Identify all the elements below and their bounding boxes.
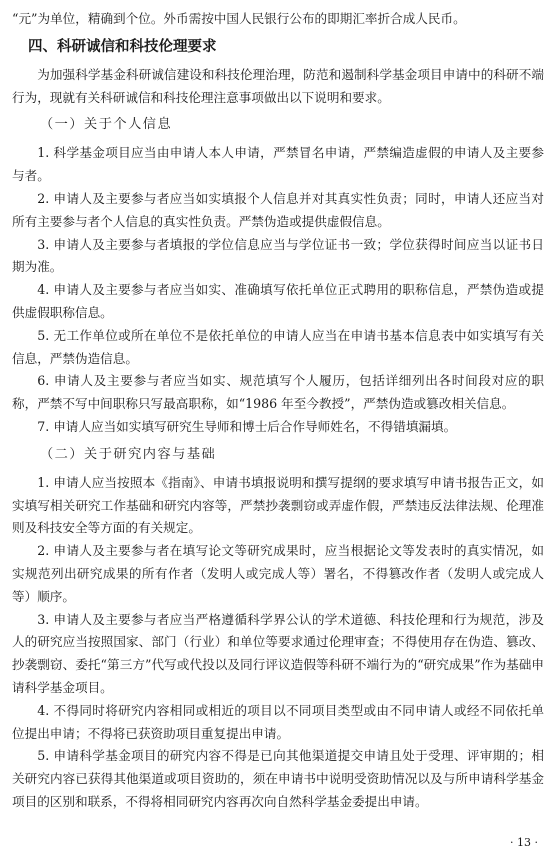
intro-continuation: “元”为单位，精确到个位。外币需按中国人民银行公布的即期汇率折合成人民币。 <box>12 11 466 26</box>
list-item: 1. 申请人应当按照本《指南》、申请书填报说明和撰写提纲的要求填写申请书报告正文，如实填写相关研究工作基础和研究内容等，严禁抄袭剽窃或弄虚作假，严禁违反法律法规、伦理准则及科技安全等方面的有关规定。 <box>12 474 544 536</box>
sub-heading-research-content: （二）关于研究内容与基础 <box>40 446 217 462</box>
list-item: 2. 申请人及主要参与者在填写论文等研究成果时，应当根据论文等发表时的真实情况，如实规范列出研究成果的所有作者（发明人或完成人等）署名，不得篡改作者（发明人或完成人等）顺序。 <box>12 543 544 604</box>
page-content <box>12 8 544 814</box>
list-item: 3. 申请人及主要参与者应当严格遵循科学界公认的学术道德、科技伦理和行为规范，涉及人的研究应当按照国家、部门（行业）和单位等要求通过伦理审查；不得使用存在伪造、篡改、抄袭剽窃、委托“第三方”代写或代投以及同行评议造假等科研不端行为的“研究成果”作为基础申请科学基金项目。 <box>12 611 544 695</box>
list-item: 7. 申请人应当如实填写研究生导师和博士后合作导师姓名，不得错填漏填。 <box>37 418 457 434</box>
section-intro: 为加强科学基金科研诚信建设和科技伦理治理，防范和遏制科学基金项目申请中的科研不端行为，现就有关科研诚信和科技伦理注意事项做出以下说明和要求。 <box>12 66 544 105</box>
list-item: 1. 科学基金项目应当由申请人本人申请，严禁冒名申请，严禁编造虚假的申请人及主要参与者。 <box>12 145 544 184</box>
list-item: 4. 不得同时将研究内容相同或相近的项目以不同项目类型或由不同申请人或经不同依托单位提出申请；不得将已获资助项目重复提出申请。 <box>12 702 544 741</box>
list-item: 6. 申请人及主要参与者应当如实、规范填写个人履历，包括详细列出各时间段对应的职称，严禁不写中间职称只写最高职称，如“1986 年至今教授”，严禁伪造或篡改相关信息。 <box>12 373 544 412</box>
list-item: 3. 申请人及主要参与者填报的学位信息应当与学位证书一致；学位获得时间应当以证书日期为准。 <box>12 236 544 275</box>
sub-heading-personal-info: （一）关于个人信息 <box>40 117 173 133</box>
list-item: 2. 申请人及主要参与者应当如实填报个人信息并对其真实性负责；同时，申请人还应当对所有主要参与者个人信息的真实性负责。严禁伪造或提供虚假信息。 <box>12 190 544 229</box>
list-item: 4. 申请人及主要参与者应当如实、准确填写依托单位正式聘用的职称信息，严禁伪造或提供虚假职称信息。 <box>12 282 544 320</box>
list-item: 5. 无工作单位或所在单位不是依托单位的申请人应当在申请书基本信息表中如实填写有关信息，严禁伪造信息。 <box>12 327 544 366</box>
list-item: 5. 申请科学基金项目的研究内容不得是已向其他渠道提交申请且处于受理、评审期的；相关研究内容已获得其他渠道或项目资助的，须在申请书中说明受资助情况以及与所申请科学基金项目的区别和联系，不得将相同研究内容再次向自然科学基金委提出申请。 <box>12 748 544 809</box>
section-heading: 四、科研诚信和科技伦理要求 <box>28 38 217 55</box>
page-number: · 13 · <box>510 836 538 849</box>
